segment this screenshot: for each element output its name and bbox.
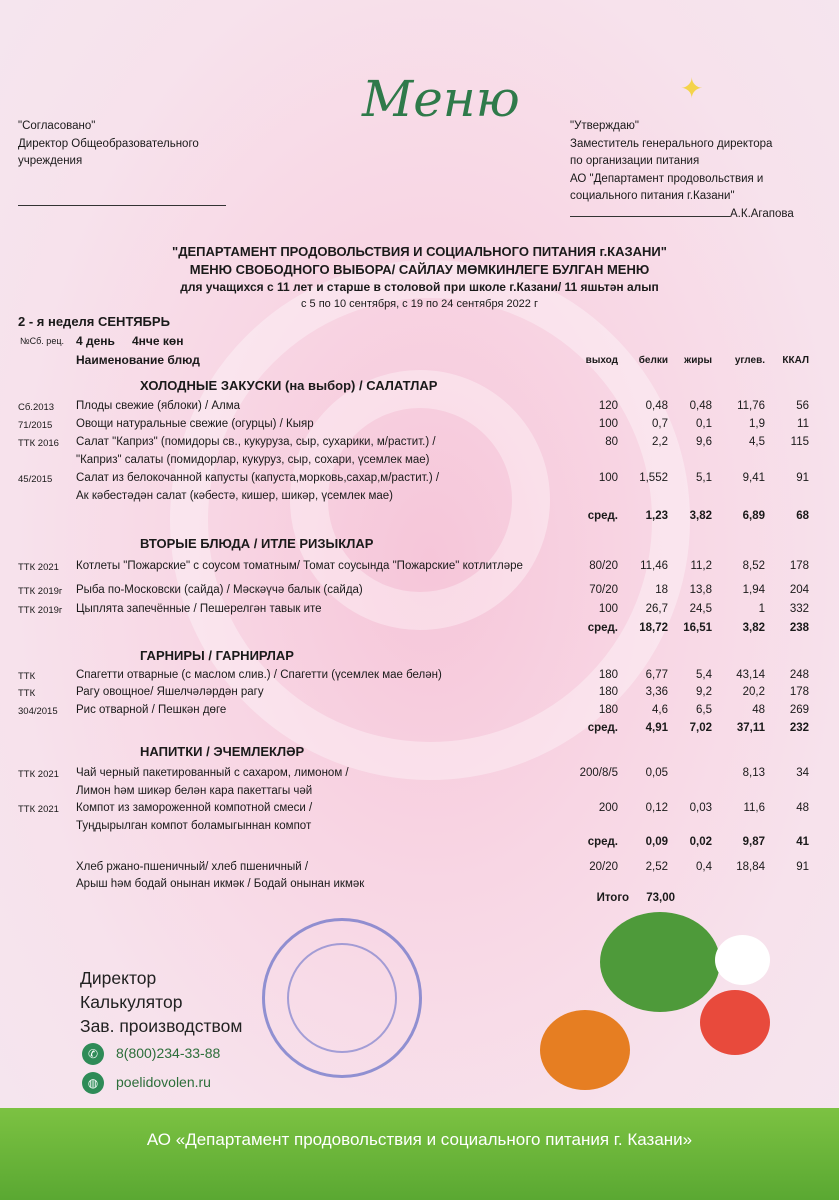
yield: 180 [598, 686, 618, 698]
approval-right [570, 118, 794, 223]
protein: 0,05 [645, 767, 668, 779]
fat: 6,5 [696, 704, 712, 716]
signature-line [570, 206, 794, 224]
broccoli-illustration [600, 912, 720, 1012]
fat: 0,03 [689, 802, 712, 814]
kcal: 248 [789, 669, 809, 681]
protein: 3,36 [645, 686, 668, 698]
fat: 11,2 [690, 560, 712, 572]
carbs: 4,5 [749, 436, 765, 448]
protein: 26,7 [645, 603, 668, 615]
day-label-tt: 4нче көн [132, 334, 184, 348]
menu-row [0, 802, 839, 832]
carbs: 9,87 [742, 836, 765, 848]
recipe-code: ТТК 2021 [18, 562, 59, 573]
yield: 200 [598, 802, 618, 814]
chef-hat-illustration [715, 935, 770, 985]
recipe-code: 45/2015 [18, 474, 53, 485]
column-headers [0, 353, 839, 371]
section-title: ХОЛОДНЫЕ ЗАКУСКИ (на выбор) / САЛАТЛАР [140, 378, 438, 393]
carbs: 8,13 [742, 767, 765, 779]
onion-illustration [540, 1010, 630, 1090]
carbs: 3,82 [742, 622, 765, 634]
kcal: 332 [789, 603, 809, 615]
menu-row [0, 418, 839, 436]
menu-row [0, 472, 839, 502]
staff-calculator: Калькулятор [80, 992, 183, 1012]
phone-icon: ✆ [82, 1043, 104, 1065]
protein: 1,552 [639, 472, 668, 484]
fat: 0,1 [696, 418, 712, 430]
approval-text: АО "Департамент продовольствия и [570, 172, 764, 185]
yield: 80 [605, 436, 618, 448]
menu-row [0, 686, 839, 704]
header-dates: с 5 по 10 сентября, с 19 по 24 сентября 2022 г [300, 298, 538, 310]
protein: 2,52 [645, 861, 668, 873]
recipe-code: 71/2015 [18, 420, 53, 431]
approval-text: по организации питания [570, 155, 700, 167]
protein: 18 [655, 584, 668, 596]
menu-row [0, 704, 839, 722]
fat: 0,4 [696, 861, 712, 873]
carbs: 9,41 [742, 472, 765, 484]
kcal: 48 [796, 802, 809, 814]
kcal: 41 [796, 836, 809, 848]
menu-row [0, 669, 839, 687]
menu-row [0, 603, 839, 621]
recipe-code: ТТК 2021 [18, 804, 59, 815]
fat: 5,4 [696, 669, 712, 681]
yield: 100 [598, 603, 618, 615]
fat: 9,2 [696, 686, 712, 698]
dish-name: Рагу овощное/ Яшелчәләрдән рагу [76, 686, 264, 698]
kcal: 115 [790, 436, 809, 448]
dish-name: Салат "Каприз" (помидоры св., кукуруза, сыр, сухарики, м/растит.) / [76, 436, 436, 448]
fat: 7,02 [689, 722, 712, 734]
section-title: ВТОРЫЕ БЛЮДА / ИТЛЕ РИЗЫКЛАР [140, 536, 374, 551]
kcal: 91 [796, 861, 809, 873]
recipe-code: ТТК 2016 [18, 438, 59, 449]
protein: 1,23 [645, 510, 668, 522]
fat: 3,82 [689, 510, 712, 522]
protein: 4,91 [645, 722, 668, 734]
protein: 0,7 [652, 418, 668, 430]
carbs: 37,11 [736, 722, 765, 734]
footer-band [0, 1108, 839, 1200]
dish-name: Плоды свежие (яблоки) / Алма [76, 400, 241, 412]
yield: 180 [598, 669, 618, 681]
col-protein: белки [638, 355, 668, 366]
col-name: Наименование блюд [76, 353, 200, 367]
header-line: для учащихся с 11 лет и старше в столовой при школе г.Казани/ 11 яшьтән алып [180, 280, 659, 294]
dish-name: Салат из белокочанной капусты (капуста,морковь,сахар,м/растит.) / [76, 472, 440, 484]
page-title: Меню [362, 70, 520, 128]
dish-name: Рыба по-Московски (сайда) / Мәскәүчә балык (сайда) [76, 584, 363, 596]
header-line: "ДЕПАРТАМЕНТ ПРОДОВОЛЬСТВИЯ И СОЦИАЛЬНОГО ПИТАНИЯ г.КАЗАНИ" [172, 244, 667, 259]
carbs: 11,76 [737, 400, 765, 412]
yield: 200/8/5 [579, 767, 618, 779]
avg-label: сред. [587, 836, 618, 848]
recipe-code: ТТК [18, 688, 36, 699]
signature-line [18, 205, 226, 206]
avg-label: сред. [587, 510, 618, 522]
yield: 180 [598, 704, 618, 716]
recipe-code: ТТК 2019г [18, 586, 63, 597]
approval-text: Заместитель генерального директора [570, 137, 773, 150]
average-row [0, 622, 839, 640]
average-row [0, 836, 839, 854]
dish-name: Котлеты "Пожарские" с соусом томатным/ Томат соусында "Пожарские" котлитләре [76, 560, 523, 572]
carbs: 11,6 [743, 802, 765, 814]
dish-name-tt: Арыш һәм бодай онынан икмәк / Бодай онынан икмәк [76, 878, 365, 890]
approval-label: "Утверждаю" [570, 120, 639, 132]
kcal: 91 [796, 472, 809, 484]
day-label: 4 день [76, 334, 115, 348]
dish-name: Спагетти отварные (с маслом слив.) / Спагетти (үсемлек мае белән) [76, 669, 442, 681]
week-label: 2 - я неделя СЕНТЯБРЬ [18, 314, 170, 329]
menu-row [0, 767, 839, 797]
dish-name-tt: "Каприз" салаты (помидорлар, кукуруз, сыр, сохари, үсемлек мае) [76, 454, 430, 466]
phone-number[interactable]: 8(800)234-33-88 [116, 1045, 221, 1061]
tomato-illustration [700, 990, 770, 1055]
col-carbs: углев. [734, 355, 765, 366]
protein: 0,12 [645, 802, 668, 814]
protein: 18,72 [639, 622, 668, 634]
recipe-code: Сб.2013 [18, 402, 55, 413]
kcal: 34 [796, 767, 809, 779]
header-line: МЕНЮ СВОБОДНОГО ВЫБОРА/ САЙЛАУ МӨМКИНЛЕГЕ БУЛГАН МЕНЮ [189, 262, 650, 277]
fat: 24,5 [689, 603, 712, 615]
average-row [0, 722, 839, 740]
dish-name-tt: Туңдырылган компот боламыгыннан компот [76, 820, 312, 832]
recipe-code: ТТК 2019г [18, 605, 63, 616]
yield: 70/20 [589, 584, 618, 596]
dish-name: Чай черный пакетированный с сахаром, лимоном / [76, 767, 349, 779]
avg-label: сред. [587, 622, 618, 634]
kcal: 204 [789, 584, 809, 596]
yield: 120 [598, 400, 618, 412]
kcal: 178 [789, 560, 809, 572]
official-stamp [262, 918, 422, 1078]
globe-icon: ◍ [82, 1072, 104, 1094]
protein: 0,09 [645, 836, 668, 848]
signature-name: А.К.Агапова [730, 207, 794, 220]
kcal: 68 [796, 510, 809, 522]
col-kcal: ККАЛ [782, 355, 809, 366]
recipe-column-label: №Сб. рец. [20, 336, 64, 346]
carbs: 1 [758, 603, 765, 615]
dish-name: Хлеб ржано-пшеничный/ хлеб пшеничный / [76, 861, 309, 873]
footer-text: АО «Департамент продовольствия и социального питания г. Казани» [146, 1130, 693, 1149]
staff-list [80, 966, 242, 1038]
star-decoration: ✦ [680, 73, 704, 104]
kcal: 238 [789, 622, 809, 634]
recipe-code: ТТК [18, 671, 36, 682]
protein: 0,48 [645, 400, 668, 412]
menu-row [0, 560, 839, 578]
carbs: 8,52 [742, 560, 765, 572]
yield: 100 [598, 472, 618, 484]
avg-label: сред. [587, 722, 618, 734]
menu-row [0, 436, 839, 466]
approval-label: "Согласовано" [18, 120, 96, 132]
dish-name: Цыплята запечённые / Пешерелгән тавык ите [76, 603, 322, 615]
carbs: 48 [752, 704, 765, 716]
kcal: 232 [789, 722, 809, 734]
bread-row [0, 861, 839, 890]
yield: 100 [598, 418, 618, 430]
kcal: 56 [796, 400, 809, 412]
kcal: 11 [797, 418, 809, 430]
staff-director: Директор [80, 968, 157, 988]
fat: 5,1 [696, 472, 712, 484]
dish-name: Рис отварной / Пешкән дөге [76, 704, 227, 716]
protein: 2,2 [652, 436, 668, 448]
carbs: 43,14 [736, 669, 765, 681]
menu-row [0, 400, 839, 418]
fat: 13,8 [689, 584, 712, 596]
website-link[interactable]: poelidovolen.ru [116, 1074, 211, 1090]
protein: 6,77 [645, 669, 668, 681]
carbs: 1,94 [742, 584, 765, 596]
fat: 9,6 [696, 436, 712, 448]
recipe-code: 304/2015 [18, 706, 58, 717]
section-title: ГАРНИРЫ / ГАРНИРЛАР [140, 648, 294, 663]
carbs: 18,84 [736, 861, 765, 873]
fat: 0,02 [689, 836, 712, 848]
approval-left [18, 118, 226, 206]
col-yield: выход [585, 355, 618, 366]
total-row [0, 892, 839, 910]
carbs: 20,2 [742, 686, 765, 698]
staff-production-head: Зав. производством [80, 1016, 243, 1036]
dish-name-tt: Ак кәбестәдән салат (кәбестә, кишер, шикәр, үсемлек мае) [76, 490, 394, 502]
protein: 11,46 [640, 560, 668, 572]
section-title: НАПИТКИ / ЭЧЕМЛЕКЛӘР [140, 744, 305, 759]
average-row [0, 510, 839, 528]
kcal: 178 [789, 686, 809, 698]
yield: 80/20 [589, 560, 618, 572]
approval-text: социального питания г.Казани" [570, 190, 735, 202]
total-label: Итого [596, 892, 629, 904]
carbs: 6,89 [742, 510, 765, 522]
total-value: 73,00 [646, 892, 675, 904]
dish-name: Овощи натуральные свежие (огурцы) / Кыяр [76, 418, 314, 430]
approval-text: учреждения [18, 155, 83, 167]
yield: 20/20 [589, 861, 618, 873]
col-fat: жиры [684, 355, 712, 366]
dish-name-tt: Лимон һәм шикәр белән кара пакеттагы чәй [76, 785, 313, 797]
carbs: 1,9 [749, 418, 765, 430]
menu-row [0, 584, 839, 602]
recipe-code: ТТК 2021 [18, 769, 59, 780]
dish-name: Компот из замороженной компотной смеси / [76, 802, 313, 814]
protein: 4,6 [652, 704, 668, 716]
fat: 16,51 [683, 622, 712, 634]
approval-text: Директор Общеобразовательного [18, 137, 199, 150]
fat: 0,48 [689, 400, 712, 412]
kcal: 269 [789, 704, 809, 716]
